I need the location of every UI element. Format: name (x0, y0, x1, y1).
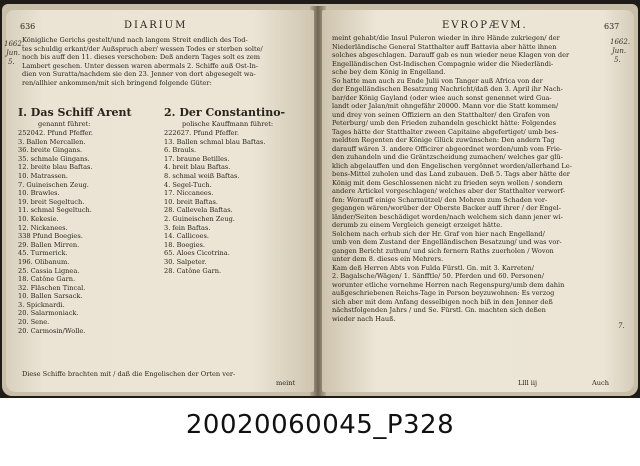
text-line: 3. Spicknardi. (18, 300, 65, 309)
text-line: Niederländische General Statthalter auff Battavia aber hätte ihnen (332, 42, 557, 51)
text-line: und drey von seinen Offiziern an den Statthalter/ den Grafen von (332, 110, 550, 119)
text-line: 3. Ballen Mercallen. (18, 137, 86, 146)
text-line: sche bey dem König in Engelland. (332, 68, 446, 76)
left-running-head: DIARIUM (124, 20, 188, 31)
text-line: den zuhandeln und die Gräntzscheidung zumachen/ welches gar glü- (332, 153, 563, 161)
text-line: 11. schmal Segeltuch. (18, 206, 92, 215)
text-line: 36. breite Gingans. (18, 146, 83, 155)
right-catchword: Auch (592, 379, 609, 387)
text-line: Lambert geschen. Unter dessen waren abermals 2. Schiffe auß Ost-In- (22, 61, 259, 70)
text-line: 8. schmal weiß Baftas. (164, 171, 240, 180)
text-line: länder/Seiten beschädiget worden/nach welchem sich dann jener wi- (332, 212, 563, 221)
text-line: Tages hätte der Statthalter zween Capitaine abgefertiget/ umb bes- (332, 127, 559, 136)
text-line: 29. Ballen Mirren. (18, 240, 80, 249)
text-line: 32. Fläschen Tincal. (18, 283, 86, 292)
text-line: 17. braune Betilles. (164, 154, 230, 163)
text-line: noch bis auff den 11. dieses verschoben: Deß andern Tages solt es zem (22, 53, 260, 61)
left-page-number: 636 (20, 22, 36, 31)
right-running-head: EVROPÆVM. (442, 20, 528, 31)
text-line: ren/allhier ankommen/mit sich bringend folgende Güter: (22, 78, 212, 87)
ship2-cargo-list (164, 129, 309, 275)
text-line: 4. Segel-Tuch. (164, 180, 212, 189)
text-line: 18. Catône Garn. (18, 275, 76, 284)
text-line: meint gehabt/die Insul Puleron wieder in ihre Hände zukriegen/ der (332, 34, 560, 42)
ship2-subtitle: polische Kauffmann führet: (182, 120, 274, 128)
left-margin-month: Jun. (6, 49, 21, 57)
text-line: andere Artickel vorgeschlagen/ welches aber der Statthalter verworf- (332, 187, 566, 195)
text-line: 10. Matrassen. (18, 171, 69, 180)
image-caption: 20020060045_P328 (185, 410, 455, 440)
left-catchword: meint (276, 379, 296, 387)
text-line: bar/der König Gayland (oder wiee auch sonst genennet wird Gua- (332, 93, 552, 102)
text-line: 28. Catône Garn. (164, 266, 222, 275)
text-line: 4. breit blau Baftas. (164, 163, 231, 172)
text-line: 65. Aloes Cicotrina. (164, 249, 230, 258)
left-margin-year: 1662. (4, 40, 25, 48)
text-line: 20. Carmosin/Wolle. (18, 326, 86, 335)
text-line: 20. Sene. (18, 318, 50, 327)
text-line: 222627. Pfund Pfeffer. (164, 129, 239, 137)
right-margin-day: 5. (614, 56, 621, 64)
right-body-text (332, 34, 608, 323)
text-line: 6. Brauls. (164, 146, 197, 155)
left-closing-text (22, 370, 306, 379)
text-line: 20. Salarmoniack. (18, 309, 79, 318)
text-line: dien von Suratta/nachdem sie den 23. Jenner von dort abgesegelt wa- (22, 70, 256, 78)
signature-mark: Llll iij (518, 379, 538, 387)
text-line: 12. Nickanees. (18, 223, 68, 232)
text-line: gegangen wären/worüber der Oberste Backer auff ihrer / der Engel- (332, 204, 561, 212)
text-line: König mit dem Geschlossenen nicht zu frieden seyn wollen / sondern (332, 178, 563, 187)
text-line: nächstfolgenden Jahrs / und Se. Fürstl. Gn. machten sich deßen (332, 306, 546, 314)
text-line: 10. Kekesie. (18, 214, 59, 223)
text-line: sich aber mit dem Anfang desselbigen noch biß in den Jenner deß (332, 297, 553, 306)
text-line: außgeschriebenen Reichs-Tage in Person beyzuwohnen: Es verzog (332, 289, 555, 297)
text-line: wieder nach Hauß. (332, 314, 396, 323)
ship1-cargo-list (18, 129, 158, 335)
left-page (6, 10, 314, 392)
text-line: meldten Regenten der Könige Glück zuwünschen: Den andern Tag (332, 136, 555, 144)
text-line: umb von dem Zustand der Engelländischen Besatzung/ und was vor- (332, 238, 562, 246)
text-line: derumb zu einem Vergleich geneigt erzeiget hätte. (332, 221, 503, 229)
text-line: Engelländischen Ost-Indischen Compagnie wider die Niederländi- (332, 59, 554, 68)
text-line: 18. Boegies. (164, 240, 206, 249)
ship1-subtitle: genannt führet: (38, 120, 91, 128)
text-line: fen: Worauff einige Scharmützel/ den Mohren zum Schaden vor- (332, 195, 548, 204)
text-line: 19. breit Segeltuch. (18, 197, 85, 206)
text-line: 196. Olibanum. (18, 257, 70, 266)
text-line: Peterburg/ umb den Frieden zuhandeln geschickt hätte: Folgendes (332, 119, 556, 127)
left-intro-text (22, 36, 306, 87)
text-line: unter dem 8. dieses ein Mehrers. (332, 255, 444, 263)
ship2-title: 2. Der Constantino- (164, 106, 286, 119)
text-line: 7. Guineischen Zeug. (18, 180, 89, 189)
text-line: gangen Bericht zuthun/ und sich fernern Raths zuerholen / Wovon (332, 246, 554, 255)
text-line: worunter etliche vornehme Herren nach Regenspurg/umb dem dahin (332, 280, 565, 289)
text-line: 10. Ballen Sarsack. (18, 292, 83, 301)
text-line: So hatte man auch zu Ende Julii von Tanger auß Africa von der (332, 76, 543, 85)
text-line: Königliche Gerichs gestelt/und nach langem Streit endlich des Tod- (22, 36, 248, 44)
text-line: 3. fein Baftas. (164, 223, 211, 232)
right-margin-day-2: 7. (618, 322, 625, 330)
text-line: 35. schmale Gingans. (18, 154, 90, 163)
right-margin-month: Jun. (612, 47, 627, 55)
text-line: darauff wären 3. andere Officirer abgeordnet worden/umb vom Frie- (332, 144, 563, 153)
right-page-number: 637 (604, 22, 620, 31)
text-line: 14. Callicoes. (164, 232, 209, 241)
text-line: 2. Bagalsche/Wägen/ 1. Sänfftle/ 50. Pferden und 60. Personen/ (332, 272, 544, 280)
text-line: Diese Schiffe brachten mit / daß die Engelischen der Orten ver- (22, 370, 236, 378)
text-line: der Engelländischen Besatzung Nachricht/daß den 3. April ihr Nach- (332, 85, 563, 93)
text-line: 338 Pfund Boegies. (18, 232, 83, 241)
text-line: landt oder Jalan/mit ohngefähr 20000. Mann vor die Statt kommen/ (332, 102, 559, 110)
text-line: Kam deß Herren Abts von Fulda Fürstl. Gn. mit 3. Karreten/ (332, 263, 534, 272)
left-margin-day: 5. (8, 58, 15, 66)
text-line: bens-Mittel zuholen und das Land zubauen. Deß 5. Tags aber hätte der (332, 170, 570, 178)
text-line: 45. Turmerick. (18, 249, 68, 258)
text-line: 252042. Pfund Pfeffer. (18, 129, 93, 137)
text-line: 10. Brawles. (18, 189, 60, 198)
text-line: solches abgeschlagen. Darauff gab es nun wieder neue Klagen von der (332, 51, 570, 59)
open-book (2, 4, 638, 396)
text-line: klich abgelauffen und den Engelischen vergönnet worden/allerhand Le- (332, 161, 572, 170)
text-line: 17. Niccanees. (164, 189, 214, 198)
text-line: 30. Salpeter. (164, 257, 207, 266)
text-line: Solchem nach erhub sich der Hr. Graf von hier nach Engelland/ (332, 229, 545, 238)
text-line: 12. breite blau Baftas. (18, 163, 93, 172)
text-line: 28. Callevela Baftas. (164, 206, 233, 215)
text-line: tes schuldig erkant/der Außspruch aber/ wessen Todes er sterben solte/ (22, 44, 263, 53)
text-line: 2. Guineischen Zeug. (164, 214, 235, 223)
right-margin-year: 1662. (610, 38, 631, 46)
right-page (322, 10, 634, 392)
ship1-title: I. Das Schiff Arent (18, 106, 132, 119)
text-line: 25. Cassia Lignea. (18, 266, 80, 275)
text-line: 10. breit Baftas. (164, 197, 218, 206)
text-line: 13. Ballen schmal blau Baftas. (164, 137, 266, 146)
